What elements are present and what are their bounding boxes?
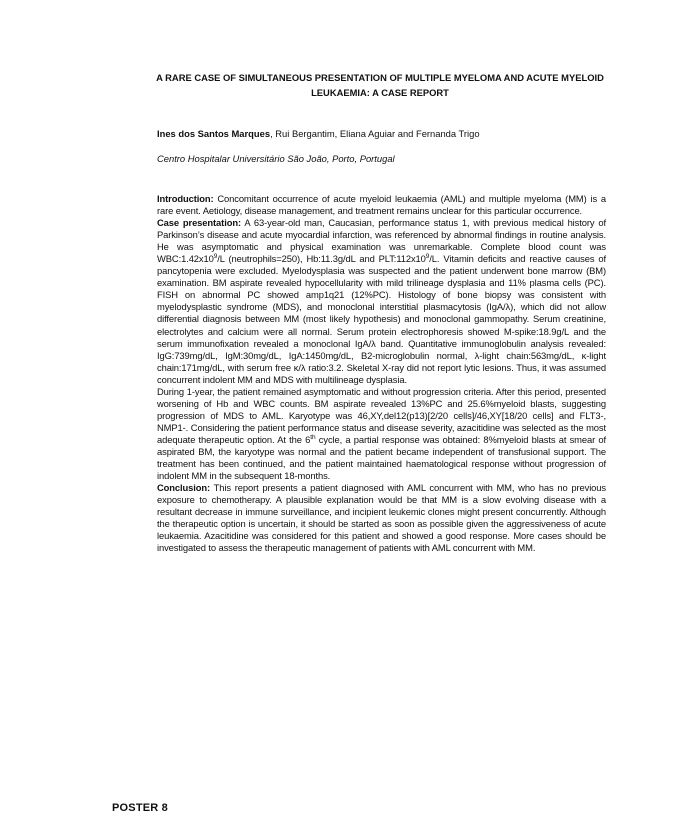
followup-text-part-1: During 1-year, the patient remained asymptomatic and without progression criteria. After this period, presented worsening of Hb and WBC counts. BM aspirate revealed 13%PC and 25.6%myeloid blasts, suggesting progression of MDS to AML. Karyotype was 46,XY,del12(p13)[2/20 cells]/46,XY[18/20 cells] and FLT3-, NMP1-. Considering the patient performance status and disease severity, azacitidine was selected as the most adequate therapeutic option. At the 6 — [157, 385, 606, 445]
introduction-paragraph — [157, 193, 606, 217]
affiliation: Centro Hospitalar Universitário São João, Porto, Portugal — [157, 153, 395, 164]
author-list — [157, 128, 612, 140]
lead-author: Ines dos Santos Marques — [157, 128, 271, 139]
case-presentation-heading: Case presentation: — [157, 217, 241, 229]
co-authors: , Rui Bergantim, Eliana Aguiar and Fernanda Trigo — [270, 128, 480, 139]
case-text-part-1: A 63-year-old man, Caucasian, performance status 1, with previous medical history of Parkinson’s disease and acute myocardial infarction, was referenced by abnormal findings in routine analysis. He was asymptomatic and physical examination was unremarkable. Complete blood count was WBC:1.42x10 — [157, 217, 606, 265]
conclusion-paragraph — [157, 482, 606, 554]
case-text-part-3: /L. Vitamin deficits and reactive causes of pancytopenia were excluded. Myelodysplasia was suspected and the patient underwent bone marrow (BM) examination. BM aspirate revealed hypocellularity with mild trilineage dysplasia and 11% plasma cells (PC). FISH on abnormal PC showed amp1q21 (12%PC). Histology of bone biopsy was consistent with myelodysplastic syndrome (MDS), and monoclonal interstitial plasmacytosis (IgA/λ), which did not allow differential diagnosis between MM (most likely hypothesis) and monoclonal gammopathy. Serum creatinine, electrolytes and calcium were all normal. Serum protein electrophoresis showed M-spike:18.9g/L and the serum immunofixation revealed a monoclonal IgA/λ band. Quantitative immunoglobulin analysis revealed: IgG:739mg/dL, IgM:30mg/dL, IgA:1450mg/dL, Β2-microglobulin normal, λ-light chain:563mg/dL, κ-light chain:171mg/dL, with serum free κ/λ ratio:3.2. Skeletal X-ray did not report lytic lesions. Thus, it was assumed concurrent indolent MM and MDS with multilineage dysplasia. — [157, 253, 606, 385]
paper-title: A RARE CASE OF SIMULTANEOUS PRESENTATION OF MULTIPLE MYELOMA AND ACUTE MYELOID LEUKAEMIA: A CASE REPORT — [156, 72, 604, 98]
superscript: 9 — [213, 253, 218, 261]
poster-label: POSTER 8 — [112, 802, 169, 814]
followup-paragraph — [157, 386, 606, 482]
case-presentation-paragraph — [157, 217, 606, 386]
case-text-part-2: /L (neutrophils=250), Hb:11.3g/dL and PLT:112x10 — [217, 253, 426, 265]
followup-text-part-2: cycle, a partial response was obtained: 8%myeloid blasts at smear of aspirated BM, the karyotype was normal and the patient became independent of transfusional support. The treatment has been continued, and the patient maintained haematological response without progression of indolent MM in the subsequent 18-months. — [157, 433, 607, 482]
superscript: th — [310, 433, 316, 441]
introduction-text: Concomitant occurrence of acute myeloid leukaemia (AML) and multiple myeloma (MM) is a rare event. Aetiology, disease management, and treatment remains unclear for this particular occurrence. — [157, 193, 606, 217]
introduction-heading: Introduction: — [157, 193, 214, 204]
conclusion-text: This report presents a patient diagnosed with AML concurrent with MM, who has no previous exposure to chemotherapy. A plausible explanation would be that MM is a slow evolving disease with a resultant decrease in immune surveillance, and incipient leukemic clones might present concurrently. Although the therapeutic option is uncertain, it should be started as soon as possible given the aggressiveness of acute leukaemia. Azacitidine was considered for this patient and showed a good response. More cases should be investigated to assess the therapeutic management of patients with AML concurrent with MM. — [157, 482, 606, 554]
superscript: 9 — [425, 253, 430, 261]
conclusion-heading: Conclusion: — [157, 482, 211, 494]
abstract-body — [157, 193, 606, 554]
